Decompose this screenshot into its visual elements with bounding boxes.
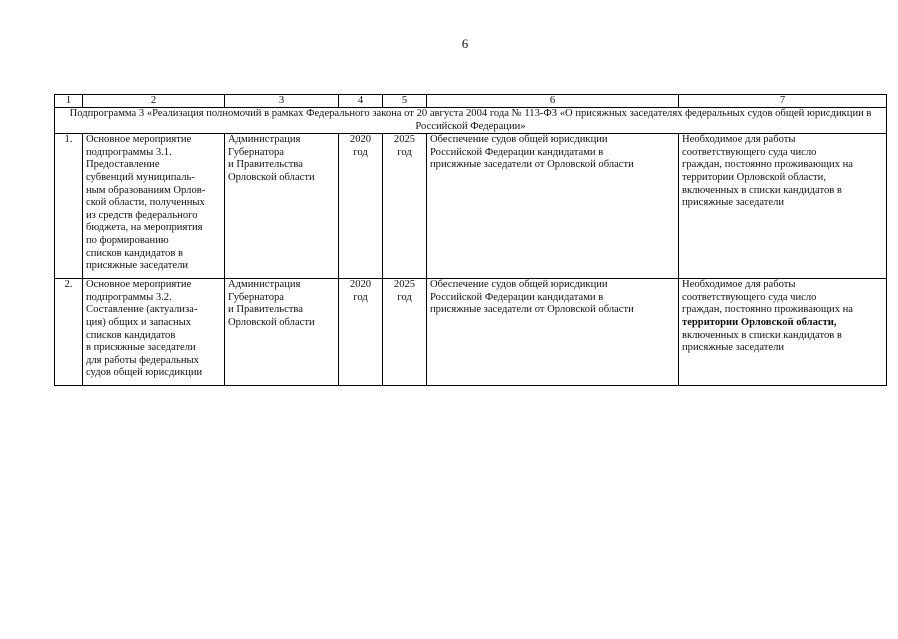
text-line: подпрограммы 3.1. [86,146,172,158]
text-line: субвенций муниципаль- [86,171,195,183]
text-line: Необходимое для работы [682,279,796,291]
program-table [54,94,887,386]
text-line: судов общей юрисдикции [86,367,203,379]
column-header: 5 [383,95,427,108]
text-line: Губернатора [228,146,285,158]
text-line: присяжные заседатели [682,342,785,354]
result-cell [427,279,679,386]
text-line: Обеспечение судов общей юрисдикции [430,134,608,146]
text-line: Необходимое для работы [682,134,796,146]
result-cell [427,134,679,279]
text-line: соответствующего суда число [682,291,817,303]
text-line: ным образованиям Орлов- [86,184,206,196]
text-line: Администрация [228,279,301,291]
start-year-cell [339,279,383,386]
text-line: граждан, постоянно проживающих на [682,304,854,316]
text-line: присяжные заседатели от Орловской области [430,159,634,171]
text-line: бюджета, на мероприятия [86,222,203,234]
start-year-suffix: год [353,146,368,158]
table-row [55,279,887,386]
text-line: Орловской области [228,171,315,183]
text-line: подпрограммы 3.2. [86,291,172,303]
row-number: 1. [55,134,83,279]
text-line: Российской Федерации кандидатами в [430,291,604,303]
text-line: списков кандидатов в [86,247,183,259]
subprogram-row [55,108,887,134]
text-line: из средств федерального [86,209,198,221]
text-line: присяжные заседатели [86,260,189,272]
text-line: Администрация [228,134,301,146]
end-year-cell [383,134,427,279]
text-line: Орловской области [228,316,315,328]
text-line: Основное мероприятие [86,279,192,291]
text-line: присяжные заседатели [682,197,785,209]
text-line: для работы федеральных [86,354,199,366]
executor-cell [225,134,339,279]
table-row [55,134,887,279]
header-row [55,95,887,108]
executor-cell [225,279,339,386]
column-header: 3 [225,95,339,108]
subprogram-title: Подпрограмма 3 «Реализация полномочий в рамках Федерального закона от 20 августа 2004 года № 113-ФЗ «О присяжных заседателях федеральных судов общей юрисдикции в Российской Федерации» [55,108,887,134]
column-header: 6 [427,95,679,108]
text-line: ской области, полученных [86,197,205,209]
text-line: территории Орловской области, [682,316,837,328]
column-header: 4 [339,95,383,108]
end-year: 2025 [393,279,416,291]
end-year-suffix: год [397,146,412,158]
text-line: граждан, постоянно проживающих на [682,159,854,171]
text-line: соответствующего суда число [682,146,817,158]
text-line: и Правительства [228,304,303,316]
column-header: 7 [679,95,887,108]
end-year-suffix: год [397,291,412,303]
note-cell [679,279,887,386]
text-line: включенных в списки кандидатов в [682,184,842,196]
text-line: Губернатора [228,291,285,303]
text-line: включенных в списки кандидатов в [682,329,842,341]
text-line: Российской Федерации кандидатами в [430,146,604,158]
measure-cell [83,279,225,386]
start-year-cell [339,134,383,279]
start-year-suffix: год [353,291,368,303]
end-year-cell [383,279,427,386]
measure-cell [83,134,225,279]
text-line: территории Орловской области, [682,171,826,183]
text-line: Основное мероприятие [86,134,192,146]
row-number: 2. [55,279,83,386]
column-header: 2 [83,95,225,108]
start-year: 2020 [349,134,372,146]
text-line: Предоставление [86,159,160,171]
text-line: ция) общих и запасных [86,316,192,328]
column-header: 1 [55,95,83,108]
text-line: и Правительства [228,159,303,171]
text-line: списков кандидатов [86,329,176,341]
start-year: 2020 [349,279,372,291]
text-line: Составление (актуализа- [86,304,198,316]
text-line: присяжные заседатели от Орловской области [430,304,634,316]
page-number: 6 [461,36,469,51]
text-line: Обеспечение судов общей юрисдикции [430,279,608,291]
text-line: в присяжные заседатели [86,342,196,354]
note-cell [679,134,887,279]
end-year: 2025 [393,134,416,146]
text-line: по формированию [86,234,169,246]
